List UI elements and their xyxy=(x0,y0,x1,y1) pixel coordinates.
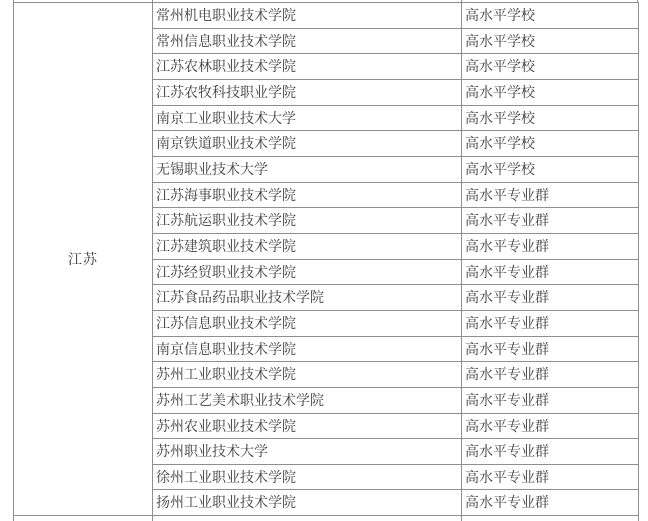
table-row-partial xyxy=(14,516,639,521)
category-cell: 高水平学校 xyxy=(462,105,639,131)
category-cell: 高水平专业群 xyxy=(462,233,639,259)
school-name-cell: 江苏海事职业技术学院 xyxy=(153,182,462,208)
school-name-cell: 苏州职业技术大学 xyxy=(153,439,462,465)
school-name-cell: 徐州工业职业技术学院 xyxy=(153,464,462,490)
category-cell: 高水平学校 xyxy=(462,3,639,29)
school-name-cell: 苏州工艺美术职业技术学院 xyxy=(153,387,462,413)
school-name-cell: 江苏食品药品职业技术学院 xyxy=(153,285,462,311)
category-cell: 高水平专业群 xyxy=(462,387,639,413)
school-name-cell: 扬州工业职业技术学院 xyxy=(153,490,462,516)
category-cell: 高水平学校 xyxy=(462,156,639,182)
school-name-cell: 南京工业职业技术大学 xyxy=(153,105,462,131)
empty-cell xyxy=(462,516,639,521)
category-cell: 高水平专业群 xyxy=(462,182,639,208)
school-name-cell: 常州机电职业技术学院 xyxy=(153,3,462,29)
school-name-cell: 江苏建筑职业技术学院 xyxy=(153,233,462,259)
school-name-cell: 江苏农林职业技术学院 xyxy=(153,54,462,80)
school-name-cell: 江苏经贸职业技术学院 xyxy=(153,259,462,285)
empty-cell xyxy=(153,516,462,521)
category-cell: 高水平专业群 xyxy=(462,259,639,285)
school-name-cell: 江苏农牧科技职业学院 xyxy=(153,79,462,105)
table-body xyxy=(14,3,639,521)
school-name-cell: 南京信息职业技术学院 xyxy=(153,336,462,362)
category-cell: 高水平学校 xyxy=(462,54,639,80)
school-name-cell: 江苏航运职业技术学院 xyxy=(153,208,462,234)
empty-cell xyxy=(14,516,153,521)
category-cell: 高水平学校 xyxy=(462,28,639,54)
school-name-cell: 南京铁道职业技术学院 xyxy=(153,131,462,157)
category-cell: 高水平专业群 xyxy=(462,464,639,490)
province-cell: 江苏 xyxy=(14,3,153,516)
table-row xyxy=(14,3,639,29)
school-name-cell: 苏州农业职业技术学院 xyxy=(153,413,462,439)
category-cell: 高水平专业群 xyxy=(462,362,639,388)
school-name-cell: 苏州工业职业技术学院 xyxy=(153,362,462,388)
category-cell: 高水平专业群 xyxy=(462,439,639,465)
school-name-cell: 常州信息职业技术学院 xyxy=(153,28,462,54)
category-cell: 高水平专业群 xyxy=(462,490,639,516)
school-name-cell: 江苏信息职业技术学院 xyxy=(153,310,462,336)
category-cell: 高水平学校 xyxy=(462,79,639,105)
school-name-cell: 无锡职业技术大学 xyxy=(153,156,462,182)
category-cell: 高水平学校 xyxy=(462,131,639,157)
category-cell: 高水平专业群 xyxy=(462,336,639,362)
category-cell: 高水平专业群 xyxy=(462,285,639,311)
school-ranking-table xyxy=(13,2,639,521)
category-cell: 高水平专业群 xyxy=(462,310,639,336)
category-cell: 高水平专业群 xyxy=(462,208,639,234)
category-cell: 高水平专业群 xyxy=(462,413,639,439)
